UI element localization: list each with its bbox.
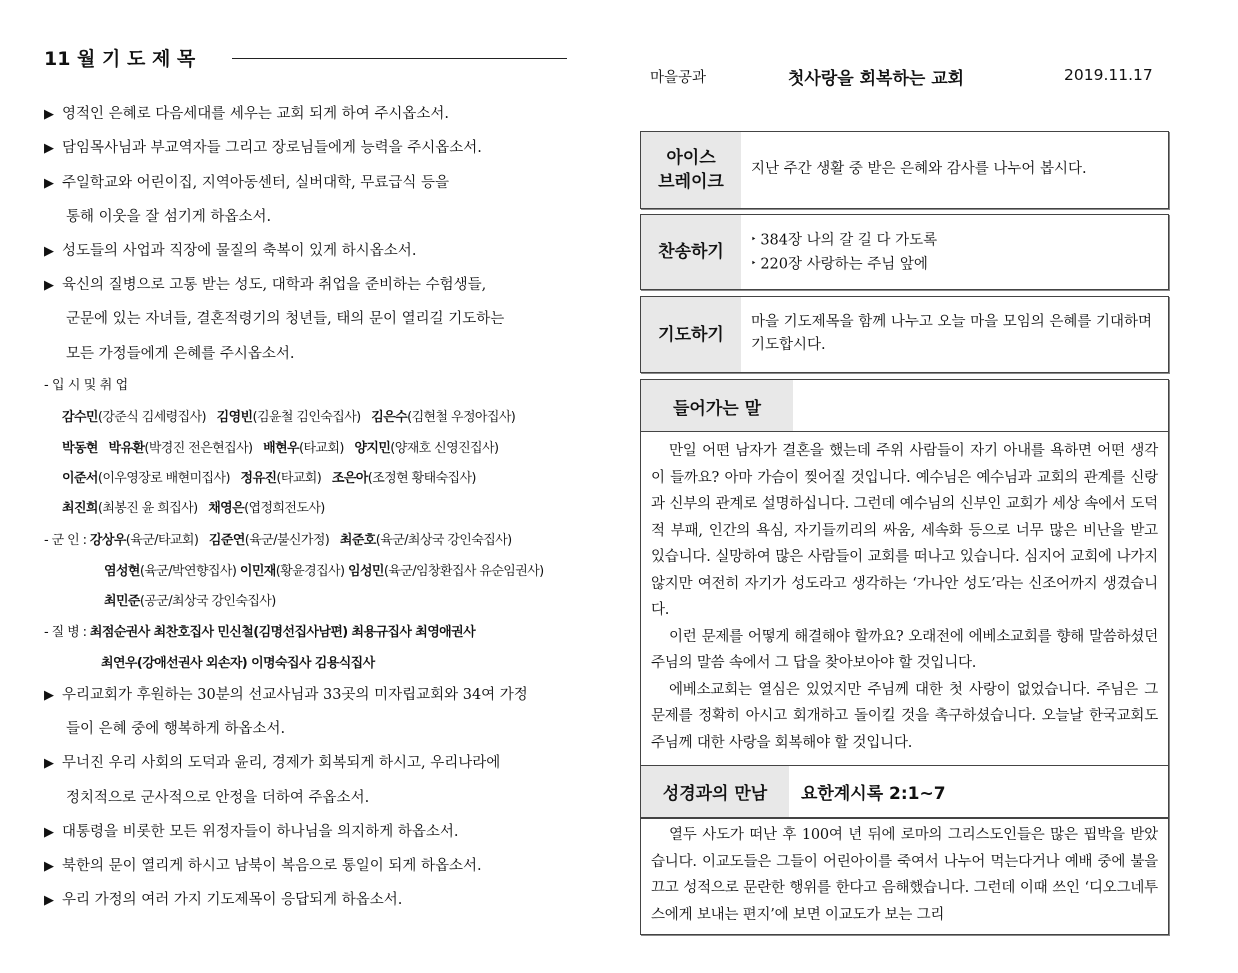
sick-label: - 질 병 :: [44, 625, 90, 640]
hymn-box: [640, 214, 1169, 290]
exam-names-row: 최진희(최봉진 윤 희집사) 채영은(엽정희전도사): [62, 501, 325, 516]
bible-reference: 요한계시록 2:1~7: [801, 784, 946, 804]
prayer-item-continued: 들이 은혜 중에 행복하게 하옵소서.: [66, 721, 286, 737]
bullet-triangle-icon: ▶: [44, 893, 54, 908]
military-row: - 군 인 : 강상우(육군/타교회) 김준연(육군/불신가정) 최준호(육군/최상국 강인숙집사): [44, 533, 512, 548]
exam-names-row: 이준서(이우영장로 배현미집사) 정유진(타교회) 조은아(조정현 황태숙집사): [62, 471, 476, 486]
prayer-item: ▶ 담임목사님과 부교역자들 그리고 장로님들에게 능력을 주시옵소서.: [44, 140, 482, 156]
bible-body: [640, 818, 1169, 935]
bullet-triangle-icon: ▶: [44, 688, 54, 703]
prayer-item: ▶ 우리 가정의 여러 가지 기도제목이 응답되게 하옵소서.: [44, 892, 403, 908]
prayer-item: ▶ 주일학교와 어린이집, 지역아동센터, 실버대학, 무료급식 등을: [44, 175, 450, 191]
prayer-label: 기도하기: [641, 297, 741, 372]
sick-row: 최연우(강애선권사 외손자) 이명숙집사 김용식집사: [101, 656, 375, 671]
hymn-item: ‣ 220장 사랑하는 주님 앞에: [751, 256, 928, 272]
icebreak-label: 아이스 브레이크: [641, 132, 741, 208]
prayer-box: [640, 296, 1169, 373]
lesson-date: 2019.11.17: [1064, 66, 1153, 84]
prayer-text: 마을 기도제목을 함께 나누고 오늘 마을 모임의 은혜를 기대하며 기도합시다.: [751, 314, 1153, 353]
prayer-item-continued: 정치적으로 군사적으로 안정을 더하여 주옵소서.: [66, 790, 370, 806]
bullet-triangle-icon: ▶: [44, 825, 54, 840]
military-row: 염성현(육군/박연향집사) 이민재(황윤경집사) 임성민(육군/임창환집사 유순임권사): [104, 564, 544, 579]
intro-header: [640, 379, 1169, 433]
prayer-item: ▶ 대통령을 비롯한 모든 위정자들이 하나님을 의지하게 하옵소서.: [44, 824, 459, 840]
lesson-category: 마을공과: [650, 70, 707, 86]
intro-label: 들어가는 말: [641, 380, 793, 432]
intro-paragraph: 만일 어떤 남자가 결혼을 했는데 주위 사람들이 자기 아내를 욕하면 어떤 생각이 들까요? 아마 가슴이 찢어질 것입니다. 예수님은 예수님과 교회의 관계를 신랑과 신부의 관계로 설명하십니다. 그런데 예수님의 신부인 교회가 세상 속에서 도덕적 부패, 인간의 욕심, 자기들끼리의 싸움, 세속화 등으로 너무 많은 비난을 받고 있습니다. 실망하여 많은 사람들이 교회를 떠나고 있습니다. 심지어 교회에 나가지 않지만 여전히 자기가 성도라고 생각하는 ‘가나안 성도’라는 신조어까지 생겼습니다.: [651, 443, 1158, 618]
intro-paragraph: 이런 문제를 어떻게 해결해야 할까요? 오래전에 에베소교회를 향해 말씀하셨던 주님의 말씀 속에서 그 답을 찾아보아야 할 것입니다.: [651, 628, 1158, 671]
bible-paragraph: 열두 사도가 떠난 후 100여 년 뒤에 로마의 그리스도인들은 많은 핍박을 받았습니다. 이교도들은 그들이 어린아이를 죽여서 나누어 먹는다거나 예배 중에 불을 끄고 성적으로 문란한 행위를 한다고 음해했습니다. 그런데 이때 쓰인 ‘디오그네투스에게 보내는 편지’에 보면 이교도가 보는 그리: [651, 827, 1158, 923]
bullet-triangle-icon: ▶: [44, 859, 54, 874]
icebreak-text: 지난 주간 생활 중 받은 은혜와 감사를 나누어 봅시다.: [751, 161, 1087, 177]
exam-names-row: 박동현 박유환(박경진 전은현집사) 배현우(타교회) 양지민(양재호 신영진집사): [62, 441, 499, 456]
bullet-icon: ‣: [751, 258, 757, 269]
bullet-triangle-icon: ▶: [44, 107, 54, 122]
intro-body: [640, 431, 1169, 773]
military-row: 최민준(공군/최상국 강인숙집사): [104, 594, 276, 609]
military-label: - 군 인 :: [44, 533, 90, 548]
hymn-item: ‣ 384장 나의 갈 길 다 가도록: [751, 232, 938, 249]
bullet-triangle-icon: ▶: [44, 756, 54, 771]
prayer-item-continued: 군문에 있는 자녀들, 결혼적령기의 청년들, 태의 문이 열리길 기도하는: [66, 311, 505, 327]
exam-label: - 입 시 및 취 업: [44, 378, 128, 393]
title-rule: [232, 58, 567, 59]
prayer-item: ▶ 북한의 문이 열리게 하시고 남북이 복음으로 통일이 되게 하옵소서.: [44, 858, 482, 874]
bible-label: 성경과의 만남: [641, 766, 789, 817]
icebreak-box: [640, 131, 1169, 209]
bible-header: [640, 765, 1169, 818]
hymn-list: [751, 229, 1160, 276]
prayer-item: ▶ 육신의 질병으로 고통 받는 성도, 대학과 취업을 준비하는 수험생들,: [44, 277, 487, 293]
bullet-triangle-icon: ▶: [44, 141, 54, 156]
exam-names-row: 감수민(강준식 김세령집사) 김영빈(김윤철 김인숙집사) 김은수(김현철 우정아집사): [62, 410, 516, 425]
bullet-icon: ‣: [751, 235, 757, 245]
hymn-label: 찬송하기: [641, 215, 741, 289]
bullet-triangle-icon: ▶: [44, 176, 54, 191]
prayer-item: ▶ 영적인 은혜로 다음세대를 세우는 교회 되게 하여 주시옵소서.: [44, 106, 450, 122]
prayer-item-continued: 모든 가정들에게 은혜를 주시옵소서.: [66, 346, 295, 362]
prayer-item-continued: 통해 이웃을 잘 섬기게 하옵소서.: [66, 209, 272, 225]
bullet-triangle-icon: ▶: [44, 244, 54, 259]
prayer-item: ▶ 무너진 우리 사회의 도덕과 윤리, 경제가 회복되게 하시고, 우리나라에: [44, 755, 501, 771]
bullet-triangle-icon: ▶: [44, 278, 54, 293]
prayer-item: ▶ 우리교회가 후원하는 30분의 선교사님과 33곳의 미자립교회와 34여 가정: [44, 687, 528, 703]
lesson-title: 첫사랑을 회복하는 교회: [788, 69, 965, 89]
sick-row: - 질 병 : 최점순권사 최찬호집사 민신철(김명선집사남편) 최용규집사 최영애권사: [44, 625, 476, 640]
page-title: 11 월 기 도 제 목: [44, 48, 196, 70]
prayer-item: ▶ 성도들의 사업과 직장에 물질의 축복이 있게 하시옵소서.: [44, 243, 417, 259]
intro-paragraph: 에베소교회는 열심은 있었지만 주님께 대한 첫 사랑이 없었습니다. 주님은 그 문제를 정확히 아시고 회개하고 돌이킬 것을 촉구하셨습니다. 오늘날 한국교회도 주님께 대한 사랑을 회복해야 할 것입니다.: [651, 681, 1158, 751]
